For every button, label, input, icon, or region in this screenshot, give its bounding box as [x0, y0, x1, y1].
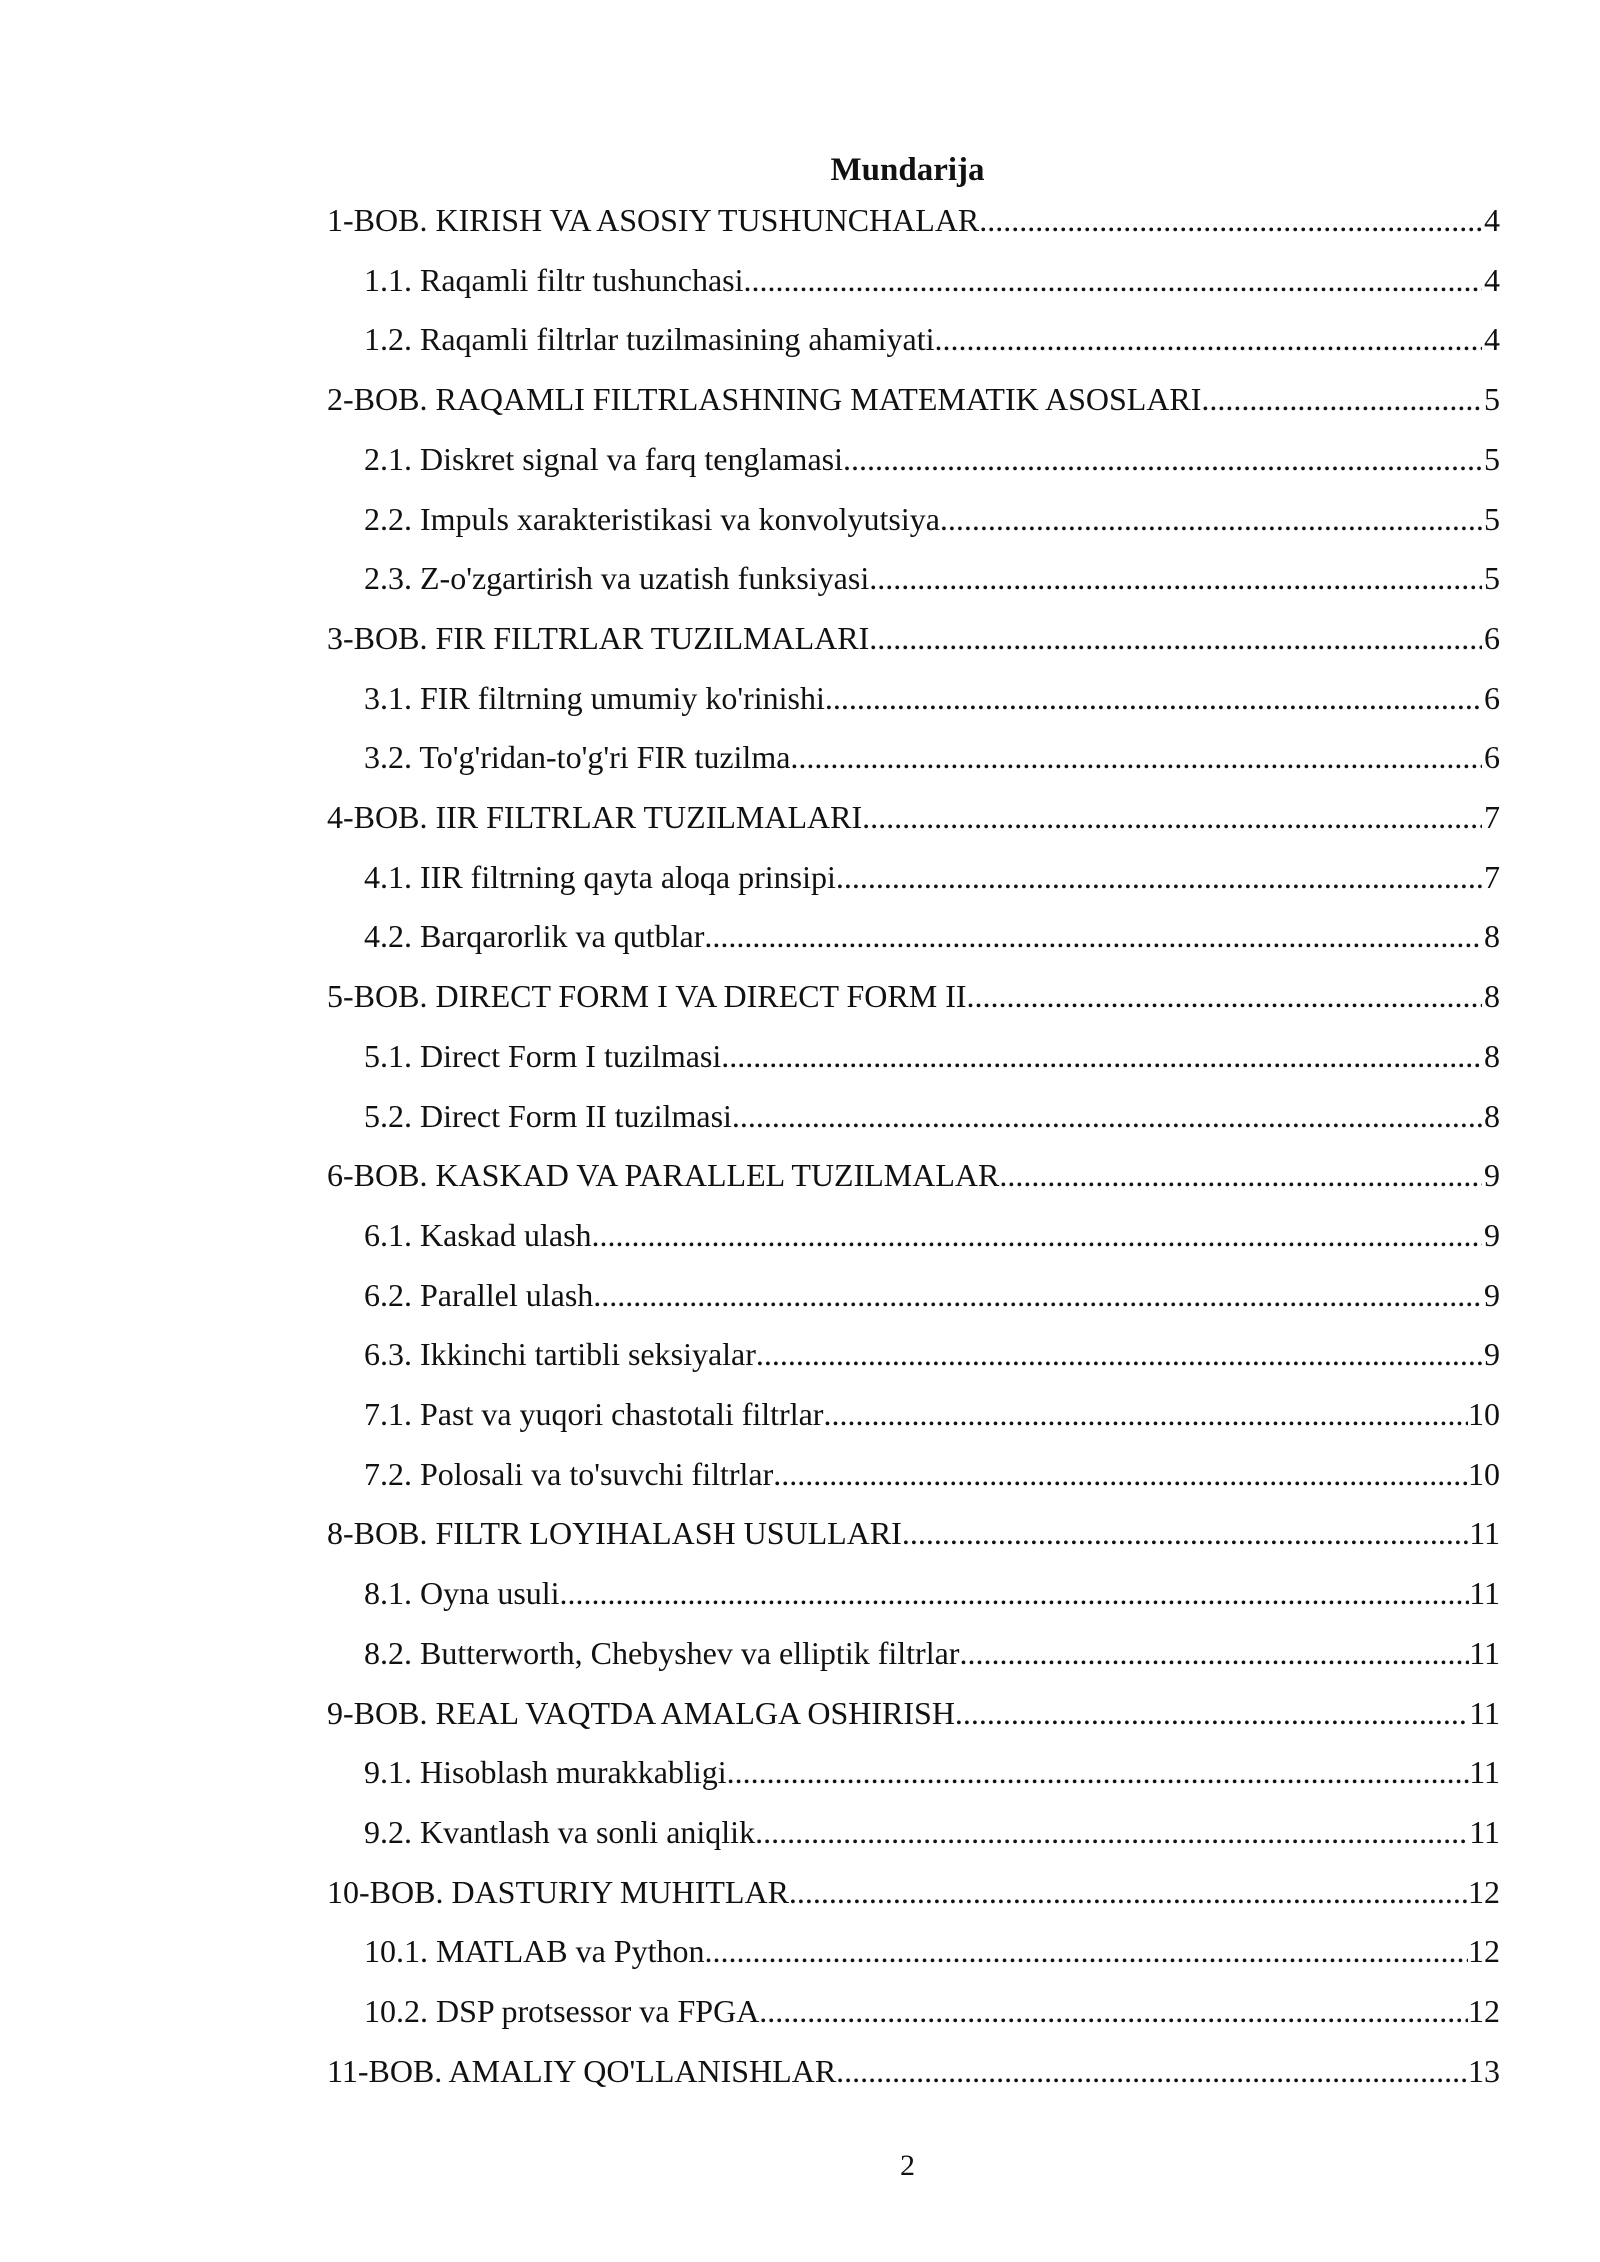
toc-entry[interactable]: [327, 618, 1500, 658]
toc-entry-page: 5: [1484, 560, 1500, 596]
toc-entry-page: 9: [1484, 1157, 1500, 1193]
toc-entry-page: 9: [1484, 1217, 1500, 1253]
toc-entry-title: 3.2. To'g'ridan-to'g'ri FIR tuzilma: [364, 739, 791, 775]
toc-entry-title: 9.1. Hisoblash murakkabligi: [364, 1754, 727, 1790]
dot-leader: [593, 1275, 1482, 1315]
toc-entry-title: 6.1. Kaskad ulash: [364, 1217, 592, 1253]
toc-entry-title: 9.2. Kvantlash va sonli aniqlik: [364, 1814, 756, 1850]
toc-entry[interactable]: [364, 1931, 1500, 1971]
toc-entry-page: 13: [1468, 2053, 1500, 2089]
toc-entry-title: 6-BOB. KASKAD VA PARALLEL TUZILMALAR: [327, 1157, 1000, 1193]
toc-entry[interactable]: [364, 1752, 1500, 1792]
toc-entry-page: 10: [1468, 1456, 1500, 1492]
toc-entry-title: 2.1. Diskret signal va farq tenglamasi: [364, 441, 843, 477]
page-title: Mundarija: [830, 152, 985, 188]
dot-leader: [999, 1155, 1482, 1195]
dot-leader: [790, 737, 1482, 777]
toc-entry-title: 3.1. FIR filtrning umumiy ko'rinishi: [364, 680, 825, 716]
toc-entry-title: 9-BOB. REAL VAQTDA AMALGA OSHIRISH: [327, 1695, 955, 1731]
toc-entry[interactable]: [364, 558, 1500, 598]
toc-entry[interactable]: [364, 260, 1500, 300]
dot-leader: [940, 499, 1482, 539]
toc-entry-page: 8: [1484, 978, 1500, 1014]
toc-entry-title: 11-BOB. AMALIY QO'LLANISHLAR: [327, 2053, 837, 2089]
dot-leader: [704, 916, 1482, 956]
dot-leader: [843, 439, 1482, 479]
toc-entry-page: 10: [1468, 1396, 1500, 1432]
toc-entry-title: 5-BOB. DIRECT FORM I VA DIRECT FORM II: [327, 978, 967, 1014]
toc-entry-page: 11: [1469, 1814, 1500, 1850]
toc-entry-title: 8.2. Butterworth, Chebyshev va elliptik filtrlar: [364, 1635, 960, 1671]
toc-entry[interactable]: [364, 1334, 1500, 1374]
toc-entry[interactable]: [364, 1812, 1500, 1852]
toc-entry[interactable]: [327, 1693, 1500, 1733]
dot-leader: [935, 319, 1482, 359]
toc-entry[interactable]: [327, 2051, 1500, 2091]
toc-entry[interactable]: [364, 1454, 1500, 1494]
dot-leader: [721, 1036, 1482, 1076]
toc-entry-page: 11: [1469, 1695, 1500, 1731]
toc-entry-page: 12: [1468, 1993, 1500, 2029]
page-number: 2: [900, 2149, 915, 2182]
toc-entry-title: 5.2. Direct Form II tuzilmasi: [364, 1098, 732, 1134]
dot-leader: [1201, 379, 1482, 419]
dot-leader: [959, 1633, 1469, 1673]
toc-entry-page: 5: [1484, 441, 1500, 477]
dot-leader: [836, 2051, 1468, 2091]
toc-entry[interactable]: [327, 1513, 1500, 1553]
toc-entry-page: 7: [1484, 799, 1500, 835]
dot-leader: [704, 1931, 1468, 1971]
dot-leader: [732, 1096, 1482, 1136]
dot-leader: [967, 976, 1482, 1016]
toc-entry[interactable]: [364, 1215, 1500, 1255]
toc-entry-page: 8: [1484, 918, 1500, 954]
toc-entry-page: 4: [1484, 321, 1500, 357]
toc-entry-title: 1.2. Raqamli filtrlar tuzilmasining ahamiyati: [364, 321, 935, 357]
toc-entry-title: 2-BOB. RAQAMLI FILTRLASHNING MATEMATIK ASOSLARI: [327, 381, 1202, 417]
toc-entry-title: 1.1. Raqamli filtr tushunchasi: [364, 262, 744, 298]
toc-entry-page: 6: [1484, 680, 1500, 716]
toc-entry[interactable]: [327, 797, 1500, 837]
toc-entry-page: 4: [1484, 202, 1500, 238]
toc-entry-title: 7.1. Past va yuqori chastotali filtrlar: [364, 1396, 824, 1432]
toc-entry[interactable]: [327, 976, 1500, 1016]
dot-leader: [979, 200, 1482, 240]
toc-entry-title: 1-BOB. KIRISH VA ASOSIY TUSHUNCHALAR: [327, 202, 980, 238]
toc-entry[interactable]: [327, 379, 1500, 419]
toc-entry-title: 6.2. Parallel ulash: [364, 1277, 594, 1313]
dot-leader: [823, 1394, 1468, 1434]
toc-entry-title: 3-BOB. FIR FILTRLAR TUZILMALARI: [327, 620, 870, 656]
toc-entry-page: 6: [1484, 739, 1500, 775]
toc-entry-title: 6.3. Ikkinchi tartibli seksiyalar: [364, 1336, 756, 1372]
toc-entry-page: 9: [1484, 1277, 1500, 1313]
dot-leader: [902, 1513, 1469, 1553]
toc-entry-page: 5: [1484, 501, 1500, 537]
toc-entry[interactable]: [364, 1036, 1500, 1076]
dot-leader: [789, 1872, 1468, 1912]
toc-entry-title: 5.1. Direct Form I tuzilmasi: [364, 1038, 722, 1074]
toc-entry[interactable]: [364, 1633, 1500, 1673]
dot-leader: [862, 797, 1482, 837]
toc-entry-page: 11: [1469, 1635, 1500, 1671]
toc-entry-page: 8: [1484, 1098, 1500, 1134]
toc-entry-page: 8: [1484, 1038, 1500, 1074]
dot-leader: [755, 1812, 1469, 1852]
toc-entry-page: 4: [1484, 262, 1500, 298]
toc-entry[interactable]: [364, 857, 1500, 897]
toc-entry-page: 6: [1484, 620, 1500, 656]
dot-leader: [836, 857, 1482, 897]
toc-entry[interactable]: [364, 1394, 1500, 1434]
toc-entry[interactable]: [327, 200, 1500, 240]
toc-entry[interactable]: [327, 1872, 1500, 1912]
toc-entry[interactable]: [364, 1991, 1500, 2031]
dot-leader: [744, 260, 1483, 300]
toc-entry-title: 8.1. Oyna usuli: [364, 1575, 560, 1611]
dot-leader: [825, 678, 1482, 718]
dot-leader: [592, 1215, 1482, 1255]
toc-entry[interactable]: [364, 319, 1500, 359]
toc-entry-page: 9: [1484, 1336, 1500, 1372]
toc-entry-title: 10-BOB. DASTURIY MUHITLAR: [327, 1874, 789, 1910]
toc-entry-title: 4-BOB. IIR FILTRLAR TUZILMALARI: [327, 799, 863, 835]
toc-entry[interactable]: [364, 1096, 1500, 1136]
toc-entry-page: 7: [1484, 859, 1500, 895]
toc-entry-title: 2.3. Z-o'zgartirish va uzatish funksiyasi: [364, 560, 870, 596]
toc-entry[interactable]: [364, 916, 1500, 956]
toc-entry[interactable]: [364, 737, 1500, 777]
toc-entry[interactable]: [364, 1275, 1500, 1315]
toc-entry-page: 5: [1484, 381, 1500, 417]
toc-entry-title: 10.1. MATLAB va Python: [364, 1933, 705, 1969]
toc-entry-page: 11: [1469, 1575, 1500, 1611]
toc-entry-page: 11: [1469, 1754, 1500, 1790]
toc-entry-title: 2.2. Impuls xarakteristikasi va konvolyutsiya: [364, 501, 940, 537]
toc-entry[interactable]: [364, 678, 1500, 718]
toc-entry[interactable]: [364, 1573, 1500, 1613]
toc-entry-title: 8-BOB. FILTR LOYIHALASH USULLARI: [327, 1515, 902, 1551]
toc-entry[interactable]: [364, 439, 1500, 479]
toc-entry[interactable]: [327, 1155, 1500, 1195]
toc-entry-page: 12: [1468, 1874, 1500, 1910]
dot-leader: [560, 1573, 1470, 1613]
dot-leader: [727, 1752, 1470, 1792]
dot-leader: [773, 1454, 1468, 1494]
toc-entry-page: 12: [1468, 1933, 1500, 1969]
dot-leader: [756, 1334, 1482, 1374]
dot-leader: [869, 558, 1482, 598]
toc-entry-title: 10.2. DSP protsessor va FPGA: [364, 1993, 760, 2029]
toc-entry-title: 4.2. Barqarorlik va qutblar: [364, 918, 705, 954]
toc-entry-title: 4.1. IIR filtrning qayta aloqa prinsipi: [364, 859, 836, 895]
toc-entry-title: 7.2. Polosali va to'suvchi filtrlar: [364, 1456, 774, 1492]
dot-leader: [869, 618, 1482, 658]
toc-entry[interactable]: [364, 499, 1500, 539]
dot-leader: [759, 1991, 1468, 2031]
toc-entry-page: 11: [1469, 1515, 1500, 1551]
dot-leader: [955, 1693, 1469, 1733]
